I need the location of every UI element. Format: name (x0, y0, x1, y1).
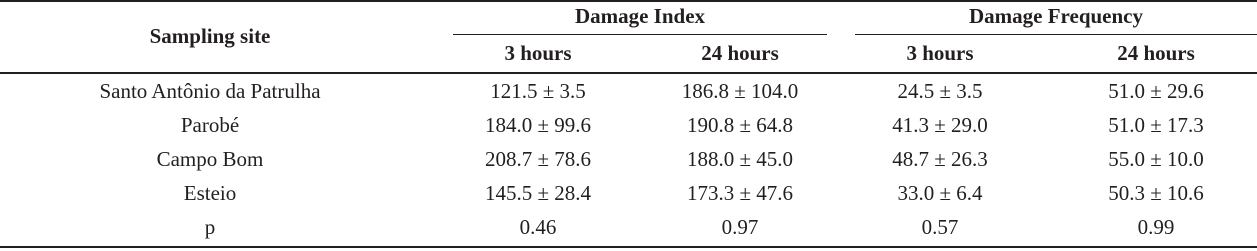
group-rule-damage-index (453, 34, 827, 35)
column-header-sampling-site: Sampling site (149, 24, 271, 48)
cell-di-24h: 186.8 ± 104.0 (681, 79, 799, 103)
cell-di-3h: 184.0 ± 99.6 (484, 113, 592, 137)
column-header-di-3h: 3 hours (504, 41, 572, 65)
cell-site: p (204, 215, 216, 239)
table-row (0, 108, 1257, 142)
cell-df-24h: 0.99 (1137, 215, 1175, 239)
table-row (0, 142, 1257, 176)
cell-di-24h: 173.3 ± 47.6 (686, 181, 794, 205)
cell-site: Parobé (180, 113, 240, 137)
cell-di-3h: 121.5 ± 3.5 (490, 79, 586, 103)
table-bottom-rule (0, 246, 1257, 248)
table-row (0, 74, 1257, 108)
cell-di-24h: 188.0 ± 45.0 (686, 147, 794, 171)
cell-site: Esteio (183, 181, 237, 205)
cell-di-3h: 0.46 (519, 215, 557, 239)
cell-di-3h: 208.7 ± 78.6 (484, 147, 592, 171)
group-header-damage-frequency: Damage Frequency (969, 4, 1143, 28)
cell-df-24h: 50.3 ± 10.6 (1108, 181, 1204, 205)
cell-df-24h: 51.0 ± 17.3 (1108, 113, 1204, 137)
cell-df-24h: 51.0 ± 29.6 (1108, 79, 1204, 103)
group-header-damage-index: Damage Index (574, 4, 706, 28)
table-row-p-value (0, 210, 1257, 244)
cell-di-3h: 145.5 ± 28.4 (484, 181, 592, 205)
column-header-di-24h: 24 hours (701, 41, 779, 65)
cell-di-24h: 0.97 (721, 215, 759, 239)
cell-df-3h: 24.5 ± 3.5 (897, 79, 983, 103)
column-header-df-24h: 24 hours (1117, 41, 1195, 65)
cell-df-3h: 33.0 ± 6.4 (897, 181, 983, 205)
table-row (0, 176, 1257, 210)
cell-df-24h: 55.0 ± 10.0 (1108, 147, 1204, 171)
cell-di-24h: 190.8 ± 64.8 (686, 113, 794, 137)
cell-site: Campo Bom (156, 147, 264, 171)
cell-df-3h: 41.3 ± 29.0 (892, 113, 988, 137)
cell-df-3h: 0.57 (921, 215, 959, 239)
column-header-df-3h: 3 hours (906, 41, 974, 65)
cell-df-3h: 48.7 ± 26.3 (892, 147, 988, 171)
table-top-rule (0, 0, 1257, 2)
group-rule-damage-frequency (855, 34, 1257, 35)
cell-site: Santo Antônio da Patrulha (99, 79, 321, 103)
